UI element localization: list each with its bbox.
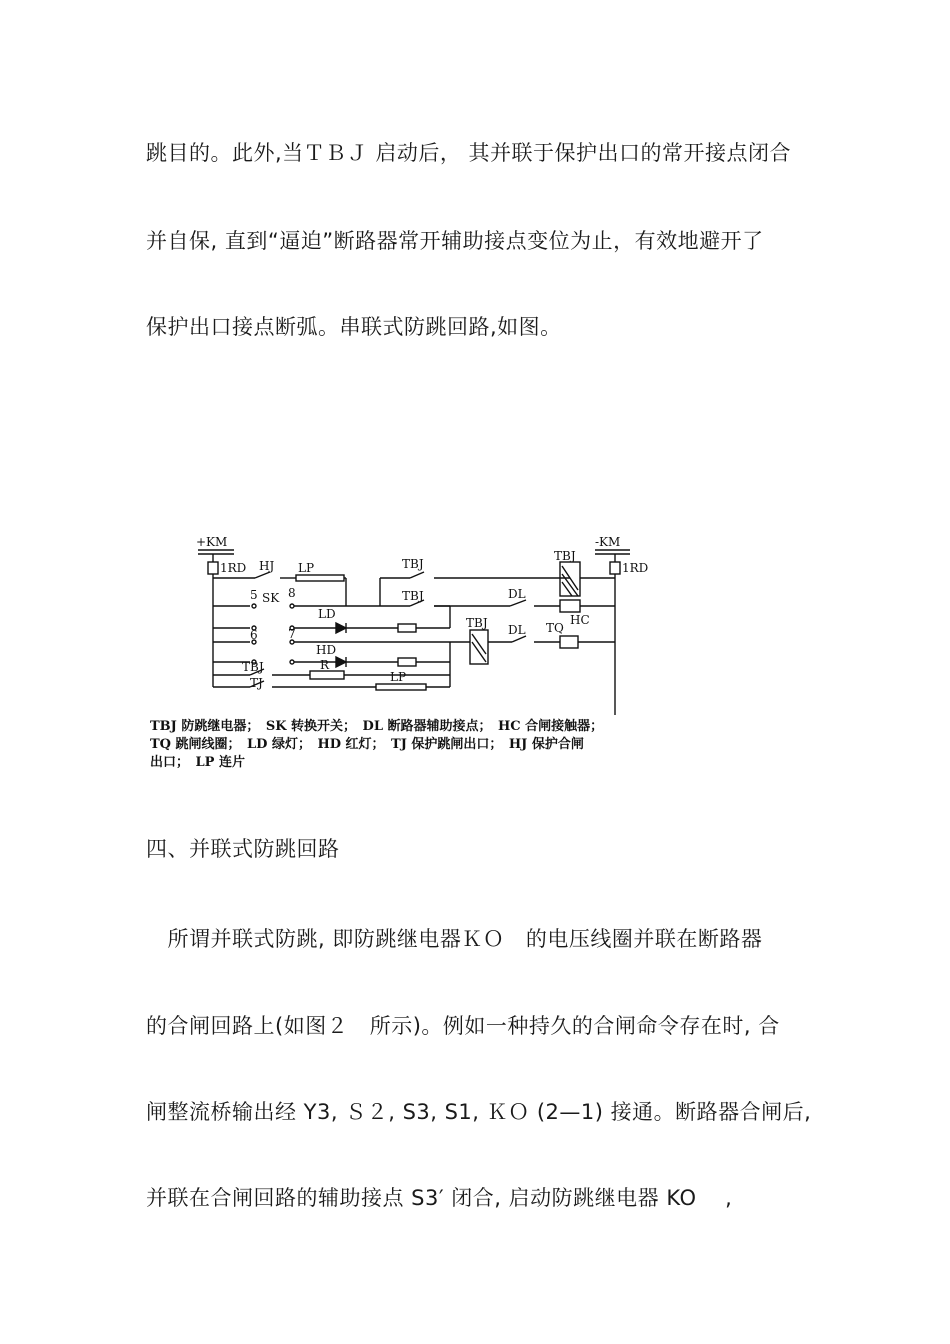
plus-km-label: +KM (196, 535, 228, 549)
tbj-coil-mid-label: TBJ (466, 616, 488, 630)
paragraph-line: 的合闸回路上(如图２ 所示)。例如一种持久的合闸命令存在时, 合 (146, 1014, 780, 1038)
section-heading: 四、并联式防跳回路 (146, 837, 340, 861)
paragraph-line: 并联在合闸回路的辅助接点 S3′ 闭合, 启动防跳继电器 KO , (146, 1186, 733, 1210)
rd-right-label: 1RD (622, 561, 649, 575)
tbj-mid-label: TBJ (402, 589, 424, 603)
r-label: R (320, 658, 330, 672)
node-8-label: 8 (288, 586, 296, 600)
paragraph-line: 保护出口接点断弧。串联式防跳回路,如图。 (146, 315, 562, 339)
figure-legend-line: 出口； LP 连片 (150, 755, 245, 770)
lp-top-label: LP (298, 561, 315, 575)
tq-label: TQ (546, 621, 564, 635)
circuit-diagram (140, 530, 660, 720)
hc-label: HC (570, 613, 590, 627)
figure-legend-line: TQ 跳闸线圈； LD 绿灯； HD 红灯； TJ 保护跳闸出口； HJ 保护合闸 (150, 737, 584, 752)
paragraph-line: 闸整流桥输出经 Y3, Ｓ２, S3, S1, ＫＯ (2—1) 接通。断路器合闸后, (146, 1100, 812, 1124)
dl-1-label: DL (508, 587, 526, 601)
tbj-coil-right-label: TBJ (554, 549, 576, 563)
tj-label: TJ (250, 676, 263, 690)
rd-left-label: 1RD (220, 561, 247, 575)
paragraph-line: 跳目的。此外,当ＴＢＪ 启动后， 其并联于保护出口的常开接点闭合 (146, 141, 792, 165)
dl-2-label: DL (508, 623, 526, 637)
sk-label: SK (262, 591, 280, 605)
tbj-top-label: TBJ (402, 557, 424, 571)
node-5-label: 5 (250, 588, 258, 602)
paragraph-line: 并自保, 直到“逼迫”断路器常开辅助接点变位为止，有效地避开了 (146, 229, 764, 253)
node-6-label: 6 (250, 628, 258, 642)
ld-label: LD (318, 607, 336, 621)
hd-label: HD (316, 643, 337, 657)
minus-km-label: -KM (595, 535, 621, 549)
lp-bottom-label: LP (390, 670, 407, 684)
paragraph-line: 所谓并联式防跳, 即防跳继电器ＫＯ 的电压线圈并联在断路器 (146, 927, 763, 951)
hj-label: HJ (259, 559, 275, 573)
tbj-left-label: TBJ (242, 660, 264, 674)
figure-legend-line: TBJ 防跳继电器； SK 转换开关； DL 断路器辅助接点； HC 合闸接触器； (150, 719, 604, 734)
node-7-label: 7 (288, 627, 296, 641)
